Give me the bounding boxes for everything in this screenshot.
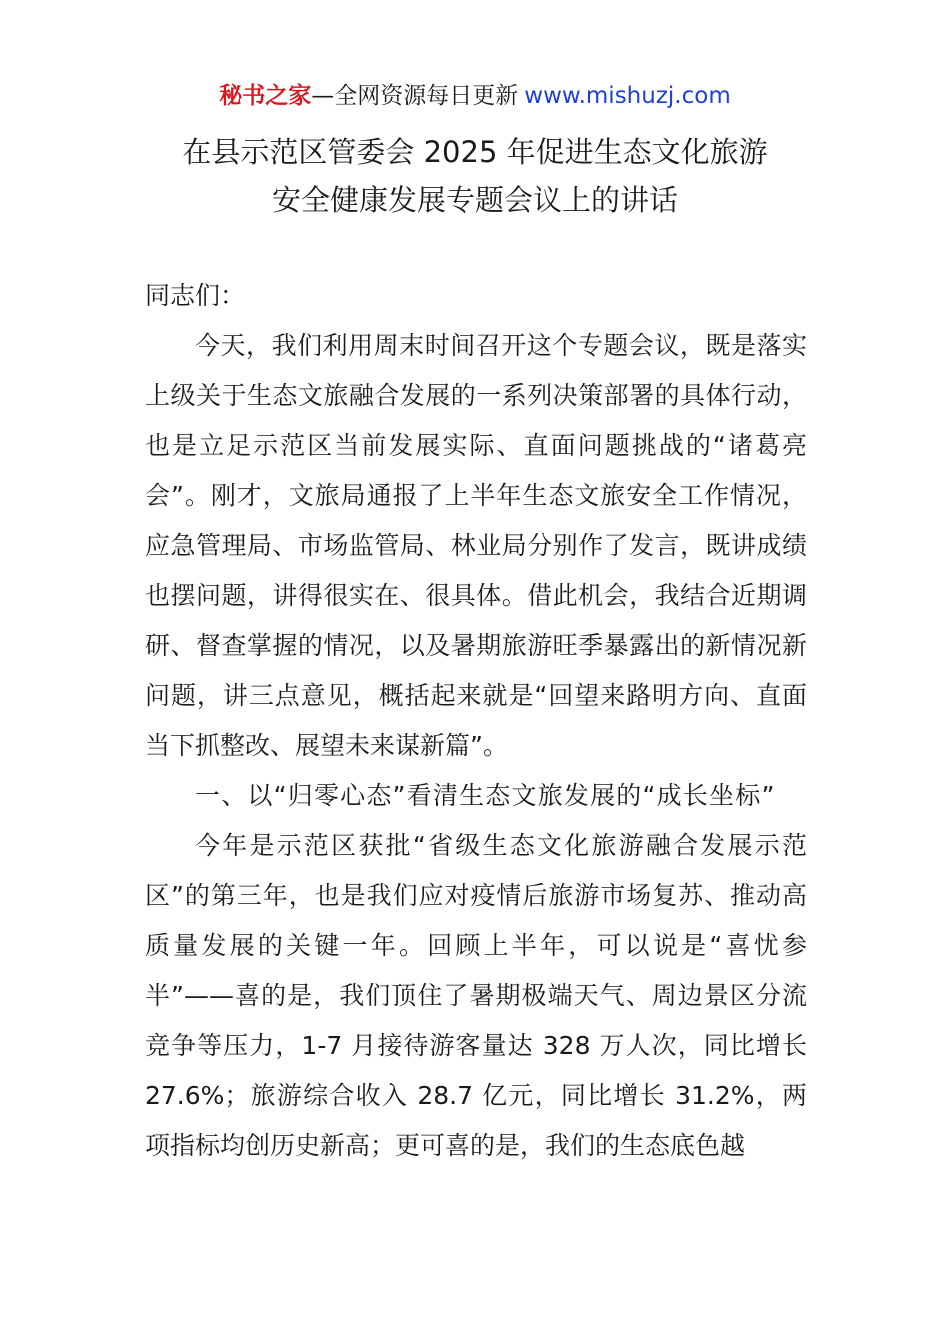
site-banner	[0, 80, 950, 112]
section-paragraph: 今年是示范区获批“省级生态文化旅游融合发展示范区”的第三年，也是我们应对疫情后旅游市场复苏、推动高质量发展的关键一年。回顾上半年，可以说是“喜忧参半”——喜的是，我们顶住了暑期极端天气、周边景区分流竞争等压力，1-7 月接待游客量达 328 万人次，同比增长 27.6%；旅游综合收入 28.7 亿元，同比增长 31.2%，两项指标均创历史新高；更可喜的是，我们的生态底色越	[145, 831, 807, 1160]
title-line-2: 安全健康发展专题会议上的讲话	[271, 183, 678, 217]
document-body	[145, 271, 807, 1171]
opening-paragraph: 今天，我们利用周末时间召开这个专题会议，既是落实上级关于生态文旅融合发展的一系列决策部署的具体行动，也是立足示范区当前发展实际、直面问题挑战的“诸葛亮会”。刚才，文旅局通报了上半年生态文旅安全工作情况，应急管理局、市场监管局、林业局分别作了发言，既讲成绩也摆问题，讲得很实在、很具体。借此机会，我结合近期调研、督查掌握的情况，以及暑期旅游旺季暴露出的新情况新问题，讲三点意见，概括起来就是“回望来路明方向、直面当下抓整改、展望未来谋新篇”。	[145, 331, 807, 760]
brand-name: 秘书之家	[219, 83, 312, 109]
document-title	[0, 128, 950, 224]
title-line-1: 在县示范区管委会 2025 年促进生态文化旅游	[182, 135, 768, 169]
banner-tagline: —全网资源每日更新	[311, 83, 519, 109]
site-link[interactable]: www.mishuzj.com	[524, 83, 731, 109]
section-heading: 一、以“归零心态”看清生态文旅发展的“成长坐标”	[195, 781, 776, 810]
salutation: 同志们：	[145, 281, 246, 310]
